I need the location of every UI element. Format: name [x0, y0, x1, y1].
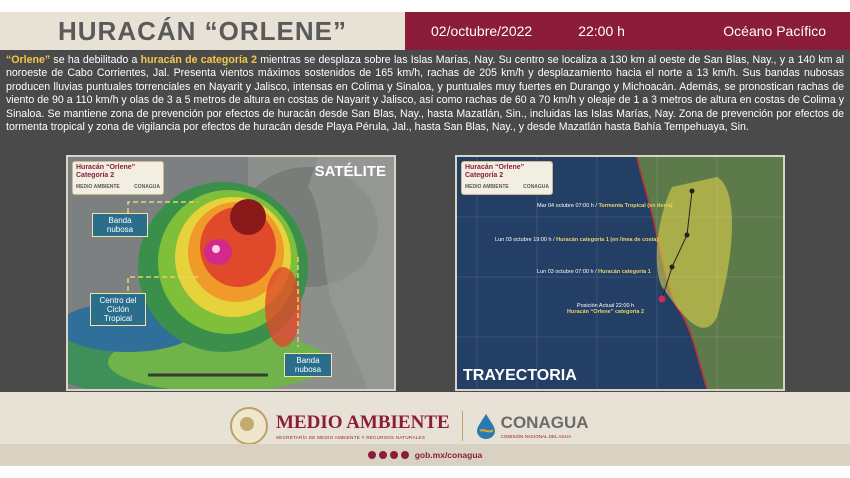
logo-divider — [462, 411, 463, 441]
forecast-time: Mar 04 octubre 07:00 h / — [537, 203, 599, 209]
forecast-status: Huracán categoría 1 — [598, 269, 651, 275]
brand1-sub: SECRETARÍA DE MEDIO AMBIENTE Y RECURSOS NATURALES — [276, 435, 426, 440]
forecast-status: Tormenta Tropical (en tierra) — [598, 203, 673, 209]
forecast-time: Lun 03 octubre 19:00 h / — [495, 237, 557, 243]
trajectory-info-card — [461, 161, 553, 195]
top-band — [0, 0, 850, 12]
forecast-point-1 — [537, 203, 673, 209]
trajectory-label: TRAYECTORIA — [463, 367, 577, 384]
brand2-name: CONAGUA — [500, 413, 589, 432]
forecast-status: Huracán categoría 1 (en línea de costa) — [556, 237, 659, 243]
satellite-info-card — [72, 161, 164, 195]
title-box — [0, 12, 405, 50]
card-subtitle: Categoría 2 — [465, 172, 504, 179]
storm-name: “Orlene” — [6, 54, 51, 66]
info-box — [405, 12, 850, 50]
card-logo-conagua: CONAGUA — [134, 184, 160, 190]
website-link[interactable]: gob.mx/conagua — [414, 450, 483, 460]
brand1-name: MEDIO AMBIENTE — [276, 412, 450, 433]
card-logos — [465, 183, 549, 191]
bulletin-date: 02/octubre/2022 — [431, 23, 533, 39]
callout-band-2: Banda nubosa — [284, 353, 332, 377]
forecast-point-2 — [495, 237, 658, 243]
bulletin-description — [6, 54, 844, 134]
youtube-icon[interactable] — [401, 451, 409, 459]
current-position-label — [567, 303, 644, 315]
satellite-panel — [66, 155, 396, 391]
forecast-point-3 — [537, 269, 651, 275]
trajectory-panel — [455, 155, 785, 391]
header — [0, 12, 850, 50]
footer-logos — [230, 406, 630, 446]
instagram-icon[interactable] — [390, 451, 398, 459]
page-title: HURACÁN “ORLENE” — [58, 15, 347, 46]
card-title: Huracán “Orlene” — [76, 164, 136, 171]
card-logo-medio-ambiente: MEDIO AMBIENTE — [465, 184, 509, 190]
bottom-edge — [0, 466, 850, 478]
card-subtitle: Categoría 2 — [76, 172, 115, 179]
callout-center: Centro del Ciclón Tropical — [90, 293, 146, 326]
bottom-bar — [0, 444, 850, 466]
card-title: Huracán “Orlene” — [465, 164, 525, 171]
brand2-sub: COMISIÓN NACIONAL DEL AGUA — [500, 434, 572, 439]
forecast-time: Lun 03 octubre 07:00 h / — [537, 269, 599, 275]
satellite-label: SATÉLITE — [314, 163, 386, 180]
description-part1: se ha debilitado a — [50, 54, 141, 66]
mexico-seal-icon — [230, 407, 268, 445]
current-position-status: Huracán “Orlene” categoría 2 — [567, 309, 645, 315]
medio-ambiente-logo — [276, 412, 450, 440]
storm-category: huracán de categoría 2 — [140, 54, 257, 66]
conagua-logo — [501, 413, 589, 439]
twitter-icon[interactable] — [379, 451, 387, 459]
social-icons — [368, 451, 409, 459]
facebook-icon[interactable] — [368, 451, 376, 459]
card-logos — [76, 183, 160, 191]
card-logo-medio-ambiente: MEDIO AMBIENTE — [76, 184, 120, 190]
conagua-drop-icon — [475, 413, 497, 439]
bulletin-region: Océano Pacífico — [723, 23, 826, 39]
bulletin-time: 22:00 h — [578, 23, 625, 39]
current-position-time: Posición Actual 22:00 h — [576, 303, 635, 309]
description-part2: mientras se desplaza sobre las Islas Marías, Nay. Su centro se localiza a 130 km al oeste de San Blas, Nay., y a 140 km al noroeste de Cabo Corrientes, Jal. Presenta vientos máximos sostenidos de 165 km/h, rachas de 205 km/h y desplazamiento hacia el norte a 13 km/h. Sus bandas nubosas producen lluvias puntuales torrenciales en Nayarit y Jalisco, intensas en Colima y Sinaloa, y puntuales muy fuertes en Durango y Michoacán. Además, se pronostican rachas de viento de 90 a 110 km/h y olas de 3 a 5 metros de altura en costas de Nayarit y Jalisco, así como rachas de 60 a 70 km/h y oleaje de 1 a 3 metros de altura en costas de Colima y Sinaloa. Se mantiene zona de prevención por efectos de huracán desde San Blas, Nay., hasta Mazatlán, Sin., incluidas las Islas Marías, Nay. Zona de prevención por efectos de tormenta tropical y zona de vigilancia por efectos de huracán desde Playa Pérula, Jal., hasta San Blas, Nay., y desde Mazatlán hasta Bahía Tempehuaya, Sin. — [6, 54, 844, 134]
card-logo-conagua: CONAGUA — [523, 184, 549, 190]
callout-band-1: Banda nubosa — [92, 213, 148, 237]
